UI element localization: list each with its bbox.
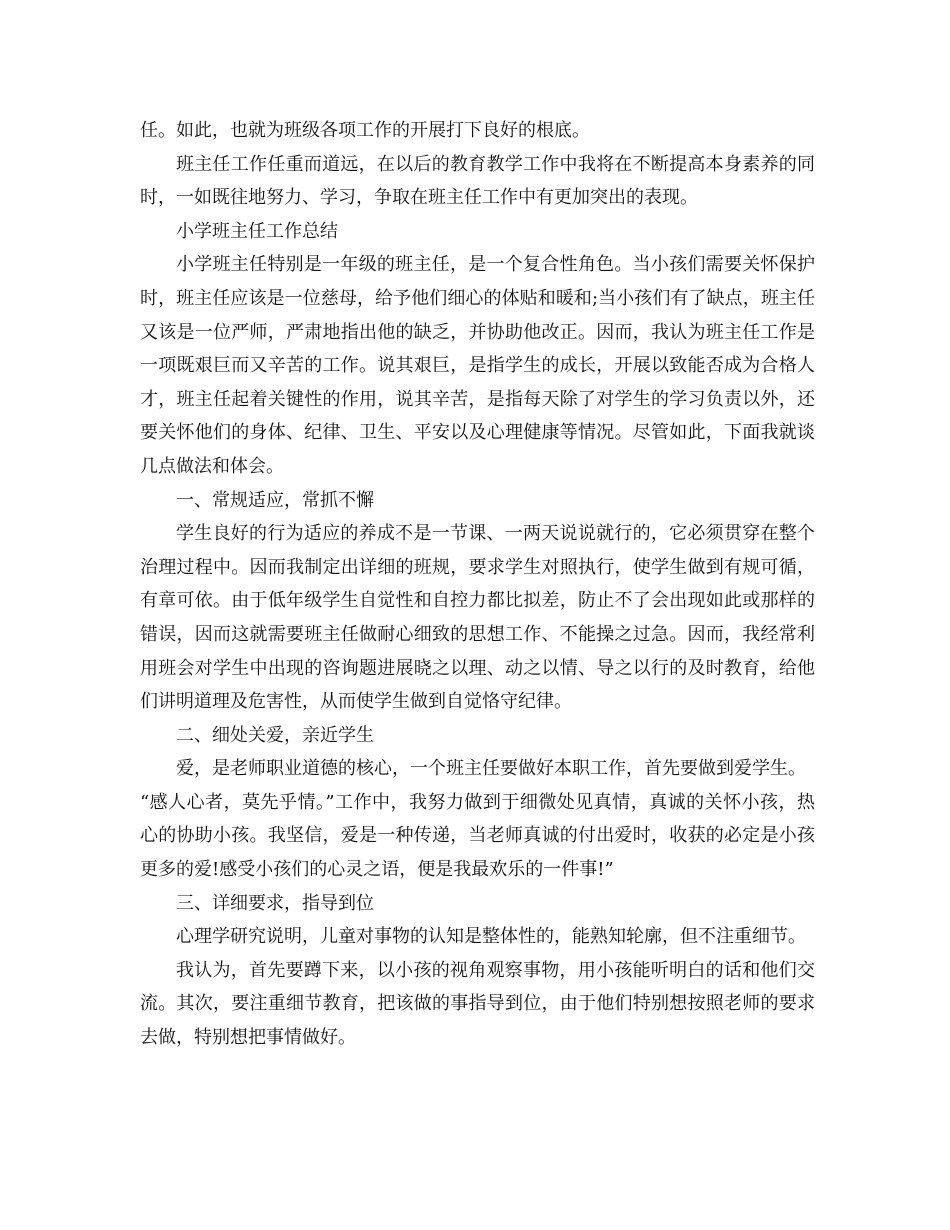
document-body xyxy=(140,114,815,1055)
section-heading: 一、常规适应，常抓不懈 xyxy=(176,489,374,511)
paragraph: 爱，是老师职业道德的核心，一个班主任要做好本职工作，首先要做到爱学生。 xyxy=(176,758,806,780)
paragraph: 学生良好的行为适应的养成不是一节课、一两天说说就行的，它必须贯穿在整个治理过程中。因而我制定出详细的班规，要求学生对照执行，使学生做到有规可循，有章可依。由于低年级学生自觉性和自控力都比拟差，防止不了会出现如此或那样的错误，因而这就需要班主任做耐心细致的思想工作、不能操之过急。因而，我经常利用班会对学生中出现的咨询题进展晓之以理、动之以情、导之以行的及时教育，给他们讲明道理及危害性，从而使学生做到自觉恪守纪律。 xyxy=(140,523,815,713)
paragraph: 心理学研究说明，儿童对事物的认知是整体性的，能熟知轮廓，但不注重细节。 xyxy=(176,926,806,948)
paragraph: “感人心者，莫先乎情。”工作中，我努力做到于细微处见真情，真诚的关怀小孩，热心的协助小孩。我坚信，爱是一种传递，当老师真诚的付出爱时，收获的必定是小孩更多的爱!感受小孩们的心灵之语，便是我最欢乐的一件事!” xyxy=(140,791,815,881)
section-heading: 二、细处关爱，亲近学生 xyxy=(176,724,374,746)
paragraph: 班主任工作任重而道远，在以后的教育教学工作中我将在不断提高本身素养的同时，一如既往地努力、学习，争取在班主任工作中有更加突出的表现。 xyxy=(140,153,815,209)
paragraph: 小学班主任特别是一年级的班主任，是一个复合性角色。当小孩们需要关怀保护时，班主任应该是一位慈母，给予他们细心的体贴和暖和;当小孩们有了缺点，班主任又该是一位严师，严肃地指出他的缺乏，并协助他改正。因而，我认为班主任工作是一项既艰巨而又辛苦的工作。说其艰巨，是指学生的成长，开展以致能否成为合格人才，班主任起着关键性的作用，说其辛苦，是指每天除了对学生的学习负责以外，还要关怀他们的身体、纪律、卫生、平安以及心理健康等情况。尽管如此，下面我就谈几点做法和体会。 xyxy=(140,254,815,477)
paragraph: 任。如此，也就为班级各项工作的开展打下良好的根底。 xyxy=(140,120,590,141)
section-heading: 三、详细要求，指导到位 xyxy=(176,892,374,914)
section-title: 小学班主任工作总结 xyxy=(176,220,338,242)
paragraph: 我认为，首先要蹲下来，以小孩的视角观察事物，用小孩能听明白的话和他们交流。其次，要注重细节教育，把该做的事指导到位，由于他们特别想按照老师的要求去做，特别想把事情做好。 xyxy=(140,959,815,1049)
